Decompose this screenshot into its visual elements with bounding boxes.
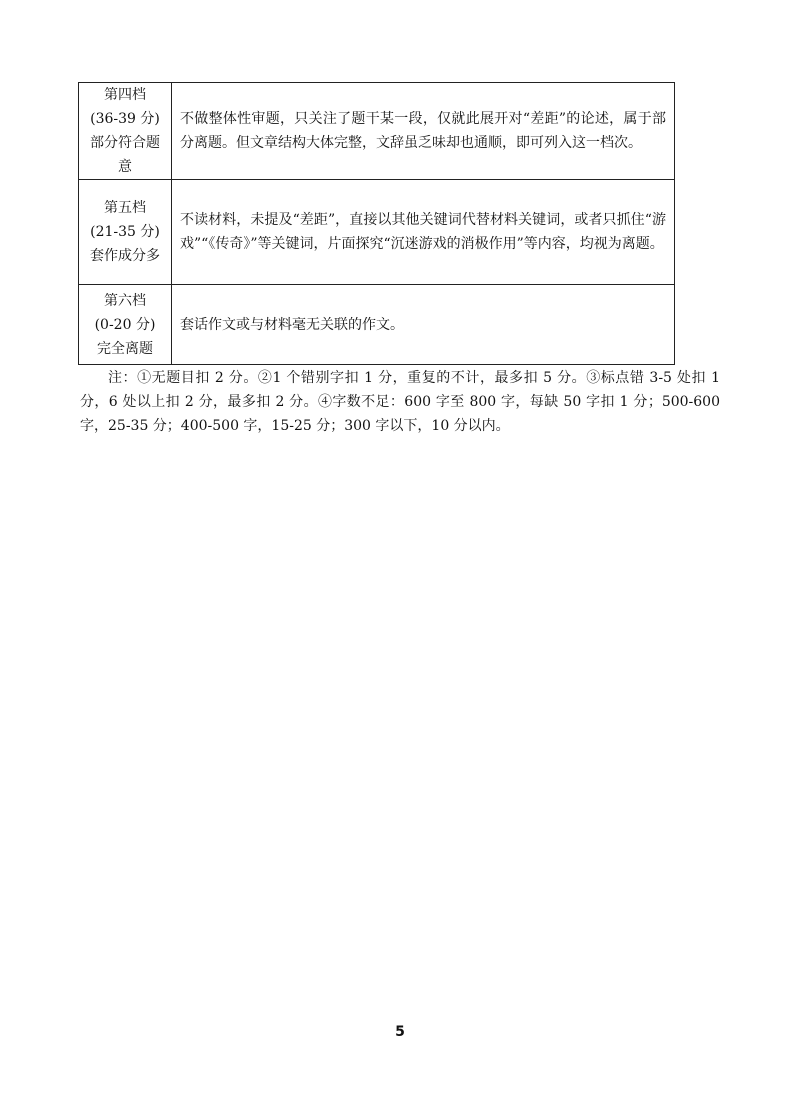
level-cell	[79, 83, 172, 180]
scoring-notes: 注：①无题目扣 2 分。②1 个错别字扣 1 分，重复的不计，最多扣 5 分。③标点错 3-5 处扣 1 分，6 处以上扣 2 分，最多扣 2 分。④字数不足：600 字至 800 字，每缺 50 字扣 1 分；500-600 字，25-35 分；400-500 字，15-25 分；300 字以下，10 分以内。	[80, 370, 720, 434]
description-cell: 套话作文或与材料毫无关联的作文。	[172, 285, 675, 365]
level-cell	[79, 180, 172, 285]
level-line: 部分符合题	[90, 135, 160, 151]
level-cell	[79, 285, 172, 365]
level-line: 完全离题	[97, 340, 153, 357]
page-number: 5	[395, 1024, 405, 1040]
level-line: (21-35 分)	[90, 224, 160, 240]
level-line: (0-20 分)	[94, 316, 156, 333]
grading-table	[78, 82, 675, 365]
level-line: (36-39 分)	[90, 111, 160, 127]
level-line: 第四档	[104, 87, 146, 103]
table-row	[79, 285, 675, 365]
level-line: 第六档	[104, 292, 146, 309]
level-line: 套作成分多	[90, 248, 160, 264]
level-line: 第五档	[104, 200, 146, 216]
description-cell: 不做整体性审题，只关注了题干某一段，仅就此展开对“差距”的论述，属于部分离题。但文章结构大体完整，文辞虽乏味却也通顺，即可列入这一档次。	[172, 83, 675, 180]
description-cell: 不读材料，未提及“差距”，直接以其他关键词代替材料关键词，或者只抓住“游戏”“《传奇》”等关键词，片面探究“沉迷游戏的消极作用”等内容，均视为离题。	[172, 180, 675, 285]
table-row	[79, 83, 675, 180]
table-row	[79, 180, 675, 285]
level-line: 意	[118, 159, 132, 175]
